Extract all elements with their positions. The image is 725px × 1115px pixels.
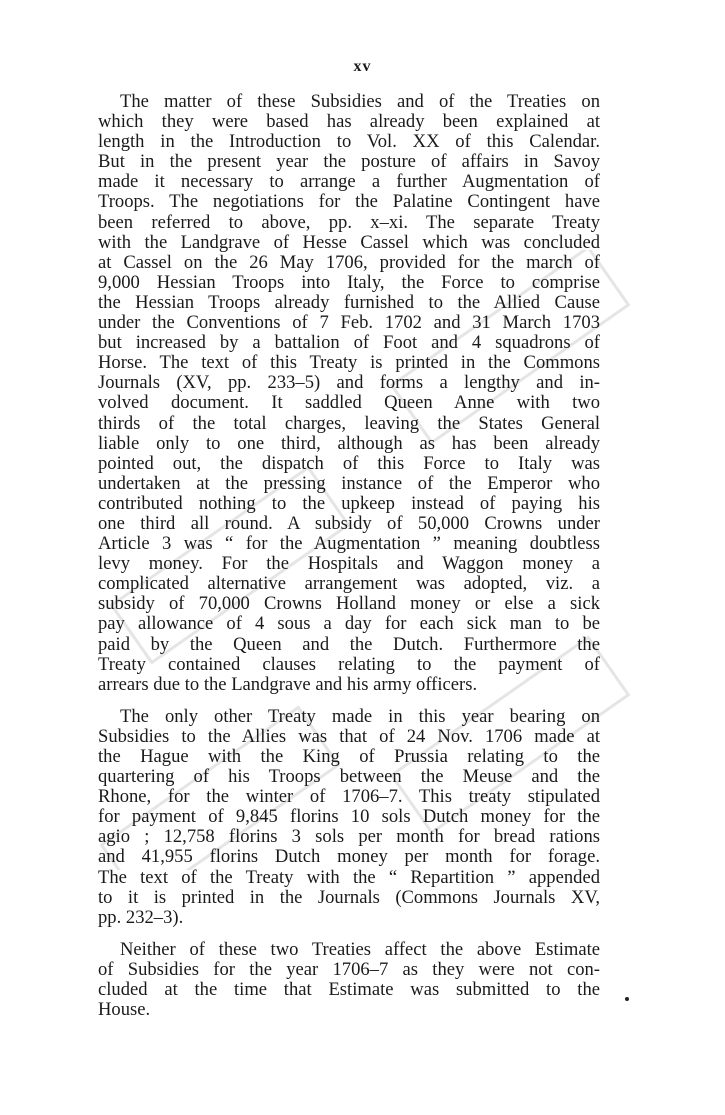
text-line: The only other Treaty made in this year bearing on (120, 705, 600, 727)
text-line: of Subsidies for the year 1706–7 as they were not con- (98, 958, 600, 980)
text-line: volved document. It saddled Queen Anne with two (98, 392, 600, 414)
text-line: undertaken at the pressing instance of the Emperor who (98, 472, 600, 494)
text-line: made it necessary to arrange a further Augmentation of (98, 171, 600, 193)
text-line: for payment of 9,845 florins 10 sols Dutch money for the (98, 806, 600, 828)
text-line: to it is printed in the Journals (Commons Journals XV, (98, 886, 600, 908)
text-line: 9,000 Hessian Troops into Italy, the Force to comprise (98, 271, 600, 293)
paragraph-1 (98, 92, 600, 695)
text-line: Rhone, for the winter of 1706–7. This treaty stipulated (98, 786, 600, 808)
text-line: the Hessian Troops already furnished to the Allied Cause (98, 291, 600, 313)
text-line: with the Landgrave of Hesse Cassel which was concluded (98, 231, 600, 253)
text-line: quartering of his Troops between the Meuse and the (98, 766, 600, 788)
text-line: pay allowance of 4 sous a day for each sick man to be (98, 613, 600, 635)
text-line: and 41,955 florins Dutch money per month for forage. (98, 846, 600, 868)
text-line: Troops. The negotiations for the Palatine Contingent have (98, 191, 600, 213)
body-text (98, 92, 600, 1020)
text-line: arrears due to the Landgrave and his army officers. (98, 673, 478, 695)
text-line: Article 3 was “ for the Augmentation ” meaning doubtless (98, 533, 600, 555)
text-line: at Cassel on the 26 May 1706, provided for the march of (98, 251, 600, 273)
text-line: been referred to above, pp. x–xi. The separate Treaty (98, 211, 600, 233)
text-line: subsidy of 70,000 Crowns Holland money or else a sick (98, 593, 600, 615)
text-line: pp. 232–3). (98, 906, 184, 928)
text-line: contributed nothing to the upkeep instead of paying his (98, 492, 600, 514)
paragraph-3 (98, 940, 600, 1020)
text-line: agio ; 12,758 florins 3 sols per month for bread rations (98, 826, 600, 848)
text-line: thirds of the total charges, leaving the States General (98, 412, 600, 434)
text-line: Subsidies to the Allies was that of 24 Nov. 1706 made at (98, 725, 600, 747)
text-line: paid by the Queen and the Dutch. Furthermore the (98, 633, 600, 655)
paragraph-spacer (98, 695, 600, 707)
text-line: But in the present year the posture of affairs in Savoy (98, 151, 600, 173)
text-line: The text of the Treaty with the “ Repartition ” appended (98, 866, 600, 888)
text-line: levy money. For the Hospitals and Waggon money a (98, 553, 600, 575)
text-line: cluded at the time that Estimate was submitted to the (98, 979, 600, 1001)
paragraph-2 (98, 707, 600, 928)
text-line: Horse. The text of this Treaty is printed in the Commons (98, 352, 600, 374)
text-line: House. (98, 999, 151, 1021)
text-line: Journals (XV, pp. 233–5) and forms a lengthy and in- (98, 372, 600, 394)
text-line: Neither of these two Treaties affect the above Estimate (120, 938, 600, 960)
text-line: complicated alternative arrangement was adopted, viz. a (98, 573, 600, 595)
text-line: which they were based has already been explained at (98, 111, 600, 133)
text-line: but increased by a battalion of Foot and 4 squadrons of (98, 332, 600, 354)
text-line: the Hague with the King of Prussia relating to the (98, 746, 600, 767)
text-line: one third all round. A subsidy of 50,000 Crowns under (98, 512, 600, 534)
text-line: length in the Introduction to Vol. XX of this Calendar. (98, 131, 600, 153)
text-line: under the Conventions of 7 Feb. 1702 and 31 March 1703 (98, 312, 600, 334)
text-line: liable only to one third, although as has been already (98, 432, 600, 454)
text-line: The matter of these Subsidies and of the Treaties on (120, 91, 600, 112)
margin-dot (625, 997, 629, 1001)
text-line: pointed out, the dispatch of this Force to Italy was (98, 452, 600, 474)
text-line: Treaty contained clauses relating to the payment of (98, 653, 600, 675)
page-folio: xv (353, 58, 372, 75)
